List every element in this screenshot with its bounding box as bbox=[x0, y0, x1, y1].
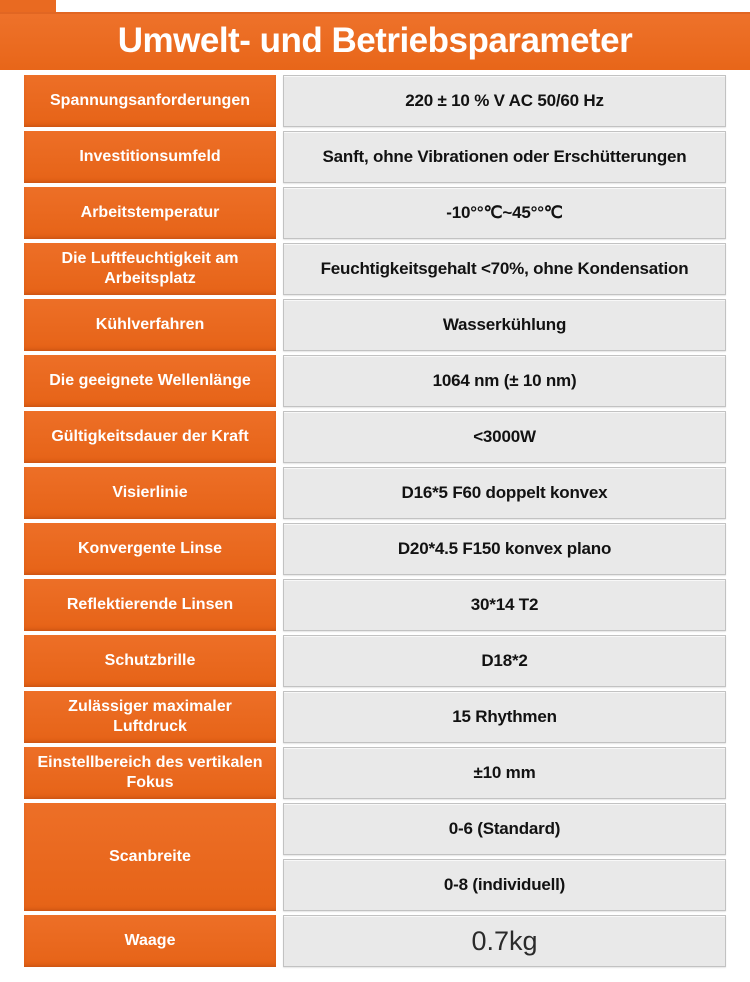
row-value: <3000W bbox=[283, 411, 726, 463]
row-values bbox=[283, 915, 726, 967]
row-label: Konvergente Linse bbox=[24, 523, 276, 575]
row-label: Schutzbrille bbox=[24, 635, 276, 687]
row-values bbox=[283, 355, 726, 407]
row-values bbox=[283, 803, 726, 911]
table-row bbox=[24, 747, 726, 799]
parameters-table bbox=[24, 75, 726, 967]
row-label: Die Luftfeuchtigkeit am Arbeitsplatz bbox=[24, 243, 276, 295]
table-row bbox=[24, 467, 726, 519]
row-label: Visierlinie bbox=[24, 467, 276, 519]
row-value: Sanft, ohne Vibrationen oder Erschütterungen bbox=[283, 131, 726, 183]
row-value: Feuchtigkeitsgehalt <70%, ohne Kondensation bbox=[283, 243, 726, 295]
table-row bbox=[24, 131, 726, 183]
row-values bbox=[283, 691, 726, 743]
row-value: 30*14 T2 bbox=[283, 579, 726, 631]
row-value: 1064 nm (± 10 nm) bbox=[283, 355, 726, 407]
page-title: Umwelt- und Betriebsparameter bbox=[117, 21, 633, 60]
title-banner bbox=[0, 12, 750, 70]
row-label: Einstellbereich des vertikalen Fokus bbox=[24, 747, 276, 799]
row-values bbox=[283, 187, 726, 239]
row-value: Wasserkühlung bbox=[283, 299, 726, 351]
row-value: 0.7kg bbox=[283, 915, 726, 967]
row-value: 0-6 (Standard) bbox=[283, 803, 726, 855]
table-row bbox=[24, 579, 726, 631]
row-value: D18*2 bbox=[283, 635, 726, 687]
row-values bbox=[283, 411, 726, 463]
row-label: Zulässiger maximaler Luftdruck bbox=[24, 691, 276, 743]
row-values bbox=[283, 131, 726, 183]
row-values bbox=[283, 579, 726, 631]
table-row bbox=[24, 411, 726, 463]
table-row bbox=[24, 523, 726, 575]
table-row bbox=[24, 915, 726, 967]
table-row bbox=[24, 187, 726, 239]
row-value: 15 Rhythmen bbox=[283, 691, 726, 743]
row-value: 220 ± 10 % V AC 50/60 Hz bbox=[283, 75, 726, 127]
row-value: D20*4.5 F150 konvex plano bbox=[283, 523, 726, 575]
table-row bbox=[24, 803, 726, 911]
row-value: 0-8 (individuell) bbox=[283, 859, 726, 911]
row-value: ±10 mm bbox=[283, 747, 726, 799]
table-row bbox=[24, 75, 726, 127]
table-row bbox=[24, 243, 726, 295]
row-values bbox=[283, 635, 726, 687]
row-label: Waage bbox=[24, 915, 276, 967]
row-values bbox=[283, 299, 726, 351]
row-label: Spannungsanforderungen bbox=[24, 75, 276, 127]
row-values bbox=[283, 75, 726, 127]
row-label: Reflektierende Linsen bbox=[24, 579, 276, 631]
table-row bbox=[24, 691, 726, 743]
row-values bbox=[283, 747, 726, 799]
row-label: Arbeitstemperatur bbox=[24, 187, 276, 239]
row-label: Die geeignete Wellenlänge bbox=[24, 355, 276, 407]
row-values bbox=[283, 243, 726, 295]
row-value: -10°°℃~45°°℃ bbox=[283, 187, 726, 239]
row-label: Investitionsumfeld bbox=[24, 131, 276, 183]
table-row bbox=[24, 635, 726, 687]
row-label: Scanbreite bbox=[24, 803, 276, 911]
row-value: D16*5 F60 doppelt konvex bbox=[283, 467, 726, 519]
table-row bbox=[24, 355, 726, 407]
row-label: Gültigkeitsdauer der Kraft bbox=[24, 411, 276, 463]
row-label: Kühlverfahren bbox=[24, 299, 276, 351]
row-values bbox=[283, 467, 726, 519]
table-row bbox=[24, 299, 726, 351]
row-values bbox=[283, 523, 726, 575]
